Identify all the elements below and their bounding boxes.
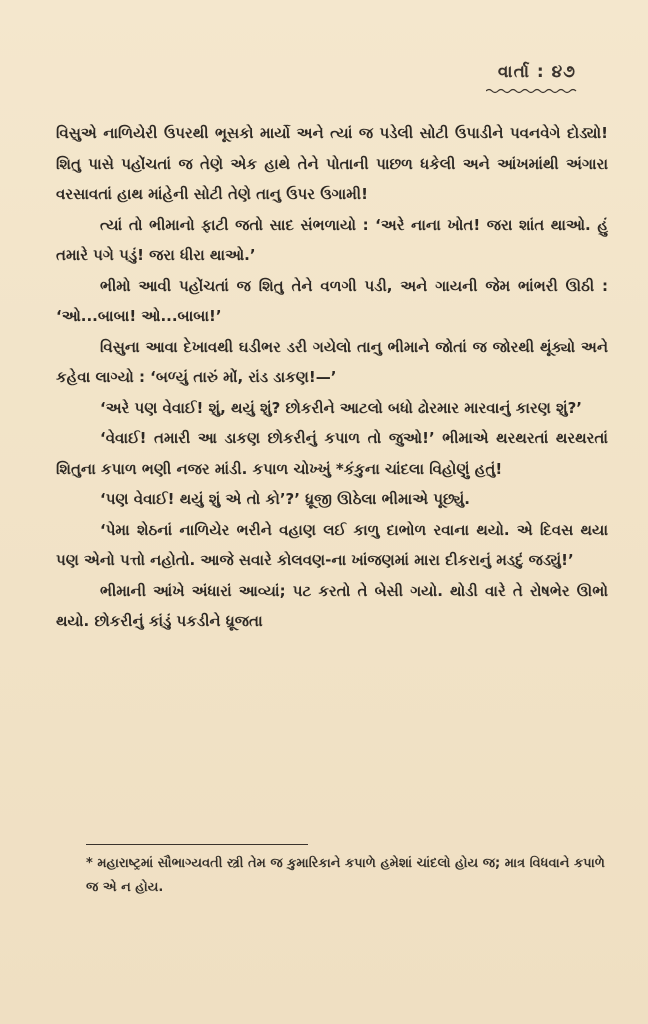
paragraph: ‘અરે પણ વેવાઈ! શું, થયું શું? છોકરીને આટલો બધો ઢોરમાર મારવાનું કારણ શું?’ [100, 398, 582, 417]
paragraph: ‘પેમા શેઠનાં નાળિયેર ભરીને વહાણ લઈ કાળુ દાભોળ રવાના થયો. એ દિવસ થયા પણ એનો પત્તો નહોતો. આજે સવારે કોલવણ-ના ખાંજણમાં મારા દીકરાનું મડદું જડ્યું!’ [56, 520, 608, 569]
paragraph: ‘વેવાઈ! તમારી આ ડાકણ છોકરીનું કપાળ તો જુઓ!’ ભીમાએ થરથરતાં થરથરતાં શિતુના કપાળ ભણી નજર માંડી. કપાળ ચોખ્ખું *કંકુના ચાંદલા વિહોણું હતું! [56, 429, 608, 478]
paragraph: વિસુના આવા દેખાવથી ઘડીભર ડરી ગયેલો તાનુ ભીમાને જોતાં જ જોરથી થૂંક્યો અને કહેવા લાગ્યો : ‘બળ્યું તારું મોં, રાંડ ડાકણ!—’ [56, 337, 608, 386]
footnote [86, 852, 606, 900]
footnote-divider [86, 844, 308, 845]
paragraph: વિસુએ નાળિયેરી ઉપરથી ભૂસકો માર્યો અને ત્યાં જ પડેલી સોટી ઉપાડીને પવનવેગે દોડ્યો! શિતુ પાસે પહોંચતાં જ તેણે એક હાથે તેને પોતાની પાછળ ધકેલી અને આંખમાંથી અંગારા વરસાવતાં હાથ માંહેની સોટી તેણે તાનુ ઉપર ઉગામી! [56, 124, 608, 203]
paragraph: ભીમો આવી પહોંચતાં જ શિતુ તેને વળગી પડી, અને ગાયની જેમ ભાંભરી ઊઠી : ‘ઓ...બાબા! ઓ...બાબા!’ [56, 276, 608, 325]
paragraph: ત્યાં તો ભીમાનો ફાટી જતો સાદ સંભળાયો : ‘અરે નાના ખોત! જરા શાંત થાઓ. હું તમારે પગે પડું! જરા ધીરા થાઓ.’ [56, 215, 608, 264]
paragraph: ‘પણ વેવાઈ! થયું શું એ તો કો’?’ ધ્રૂજી ઊઠેલા ભીમાએ પૂછ્યું. [100, 490, 470, 508]
body-text [56, 118, 608, 637]
wavy-rule-ornament [486, 88, 578, 94]
footnote-text: * મહારાષ્ટ્રમાં સૌભાગ્યવતી સ્ત્રી તેમ જ કુમારિકાને કપાળે હમેશાં ચાંદલો હોય જ; માત્ર વિધવાને કપાળે જ એ ન હોય. [86, 856, 605, 895]
paragraph: ભીમાની આંખે અંધારાં આવ્યાં; પટ કરતો તે બેસી ગયો. થોડી વારે તે રોષભેર ઊભો થયો. છોકરીનું કાંડું પકડીને ધ્રૂજતા [56, 581, 608, 630]
running-head: વાર્તા : ૪૭ [497, 62, 576, 82]
